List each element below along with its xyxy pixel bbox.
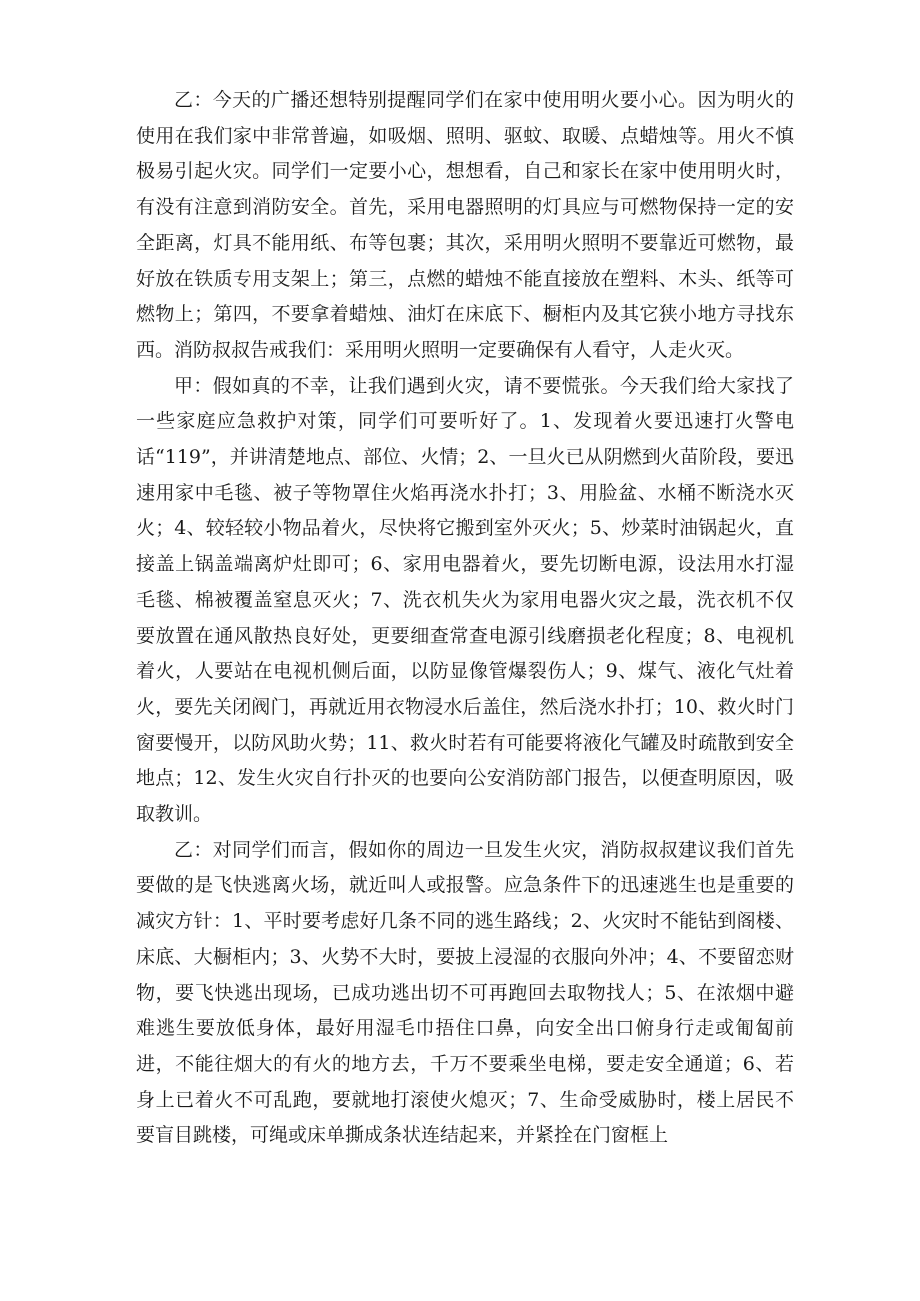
paragraph-escape-guidelines: 乙：对同学们而言，假如你的周边一旦发生火灾，消防叔叔建议我们首先要做的是飞快逃离火场，就近叫人或报警。应急条件下的迅速逃生也是重要的减灾方针：1、平时要考虑好几条不同的逃生路线；2、火灾时不能钻到阁楼、床底、大橱柜内；3、火势不大时，要披上浸湿的衣服向外冲；4、不要留恋财物，要飞快逃出现场，已成功逃出切不可再跑回去取物找人；5、在浓烟中避难逃生要放低身体，最好用湿毛巾捂住口鼻，向安全出口俯身行走或匍匐前进，不能往烟大的有火的地方去，千万不要乘坐电梯，要走安全通道；6、若身上已着火不可乱跑，要就地打滚使火熄灭；7、生命受威胁时，楼上居民不要盲目跳楼，可绳或床单撕成条状连结起来，并紧拴在门窗框上 — [136, 838, 794, 1147]
paragraph-emergency-measures: 甲：假如真的不幸，让我们遇到火灾，请不要慌张。今天我们给大家找了一些家庭应急救护对策，同学们可要听好了。1、发现着火要迅速打火警电话“119”，并讲清楚地点、部位、火情；2、一旦火已从阴燃到火苗阶段，要迅速用家中毛毯、被子等物罩住火焰再浇水扑打；3、用脸盆、水桶不断浇水灭火；4、较轻较小物品着火，尽快将它搬到室外灭火；5、炒菜时油锅起火，直接盖上锅盖端离炉灶即可；6、家用电器着火，要先切断电源，设法用水打湿毛毯、棉被覆盖窒息灭火；7、洗衣机失火为家用电器火灾之最，洗衣机不仅要放置在通风散热良好处，更要细查常查电源引线磨损老化程度；8、电视机着火，人要站在电视机侧后面，以防显像管爆裂伤人；9、煤气、液化气灶着火，要先关闭阀门，再就近用衣物浸水后盖住，然后浇水扑打；10、救火时门窗要慢开，以防风助火势；11、救火时若有可能要将液化气罐及时疏散到安全地点；12、发生火灾自行扑灭的也要向公安消防部门报告，以便查明原因，吸取教训。 — [136, 374, 794, 826]
paragraph-fire-safety-at-home: 乙：今天的广播还想特别提醒同学们在家中使用明火要小心。因为明火的使用在我们家中非常普遍，如吸烟、照明、驱蚊、取暖、点蜡烛等。用火不慎极易引起火灾。同学们一定要小心，想想看，自己和家长在家中使用明火时，有没有注意到消防安全。首先，采用电器照明的灯具应与可燃物保持一定的安全距离，灯具不能用纸、布等包裹；其次，采用明火照明不要靠近可燃物，最好放在铁质专用支架上；第三，点燃的蜡烛不能直接放在塑料、木头、纸等可燃物上；第四，不要拿着蜡烛、油灯在床底下、橱柜内及其它狭小地方寻找东西。消防叔叔告戒我们：采用明火照明一定要确保有人看守，人走火灭。 — [136, 89, 794, 361]
document-body — [136, 83, 794, 1154]
